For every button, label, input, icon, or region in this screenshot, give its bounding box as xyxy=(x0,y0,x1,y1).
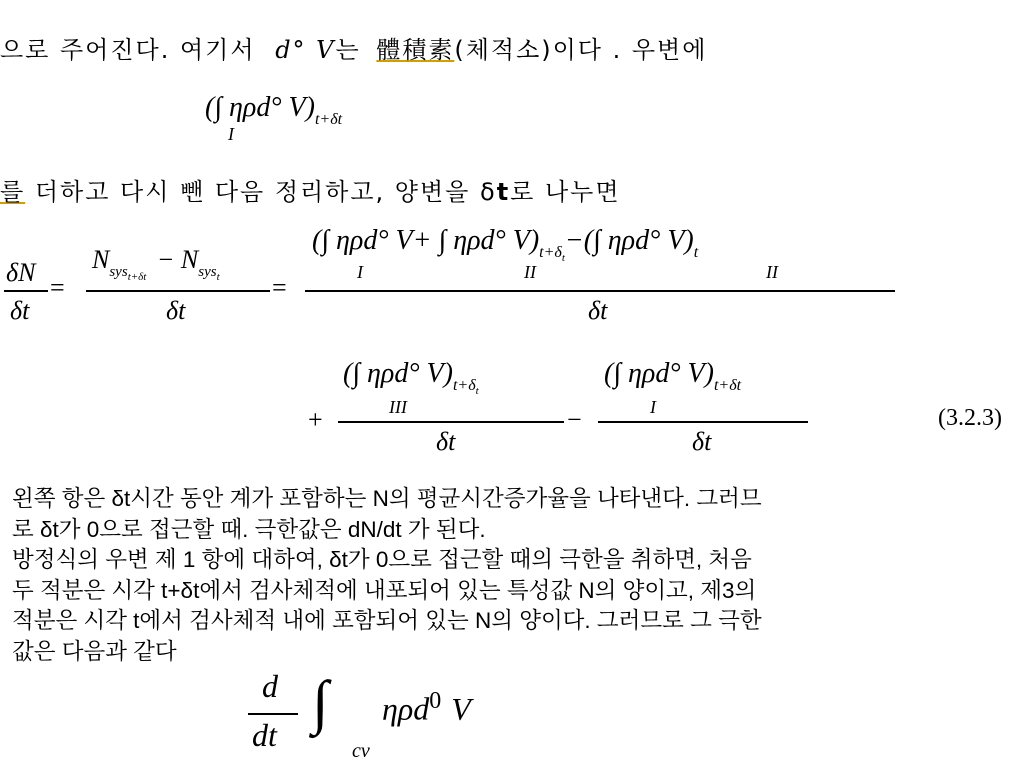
text-line-2-bold-t: t xyxy=(496,178,511,206)
paragraph-line: 적분은 시각 t에서 검사체적 내에 포함되어 있는 N의 양이다. 그러므로 그 극한 xyxy=(12,608,762,633)
text-line-2-part-b: 더하고 다시 뺀 다음 정리하고, 양변을 δ xyxy=(34,178,497,206)
term4-numerator xyxy=(604,358,741,395)
paragraph-line: 왼쪽 항은 δt시간 동안 계가 포함하는 N의 평균시간증가율을 나타낸다. 그러므 xyxy=(12,486,762,511)
mid-minus-n: − N xyxy=(156,245,199,274)
rhs-lower-II: II xyxy=(524,262,536,282)
paragraph-line: 값은 다음과 같다 xyxy=(12,638,177,664)
rhs-sub-1: t+δ xyxy=(539,244,562,261)
paragraph-line: 두 적분은 시각 t+δt에서 검사체적에 내포되어 있는 특성값 N의 양이고, 제3의 xyxy=(12,577,757,603)
mid-n: N xyxy=(92,245,110,274)
final-num: d xyxy=(262,668,278,704)
term4-fraction-bar xyxy=(598,421,808,423)
term3-fraction-bar xyxy=(338,421,564,423)
mid-numerator xyxy=(92,245,220,283)
math-dv: d° V xyxy=(275,36,336,64)
minus-sign: − xyxy=(567,405,582,434)
mid-sub-t: t+δt xyxy=(127,271,147,283)
final-integral: ∫ xyxy=(312,669,329,735)
term4-sub: t+δt xyxy=(713,377,742,394)
term4-denominator: δt xyxy=(692,427,712,456)
equals-1: = xyxy=(50,273,65,302)
rhs-sub-1-t: t xyxy=(561,252,565,264)
rhs-sub-2: t xyxy=(693,244,699,261)
term3-sub: t+δ xyxy=(452,377,476,394)
rhs-denominator: δt xyxy=(588,296,608,325)
text-line-1 xyxy=(0,30,707,65)
paragraph-line: 로 δt가 0으로 접근할 때. 극한값은 dN/dt 가 된다. xyxy=(12,516,486,542)
lhs-fraction-bar xyxy=(4,290,48,292)
final-superscript: 0 xyxy=(429,688,442,714)
equals-2: = xyxy=(272,273,287,302)
paragraph-block xyxy=(12,484,762,667)
mid-fraction-bar xyxy=(86,290,270,292)
rhs-numerator-b: −(∫ ηρd° V) xyxy=(564,225,694,256)
final-lower-limit: cv xyxy=(352,740,370,762)
rhs-fraction-bar xyxy=(305,290,895,292)
text-line-1-part-b: 는 xyxy=(335,36,361,64)
term3-numerator xyxy=(343,358,479,397)
addsub-lower-limit: I xyxy=(228,124,234,144)
text-line-2-part-c: 로 나누면 xyxy=(510,178,621,206)
final-integrand xyxy=(382,688,471,728)
rhs-numerator xyxy=(312,225,698,264)
text-line-2-part-a: 를 xyxy=(0,178,26,206)
rhs-lower-I: I xyxy=(357,262,363,282)
kanji-term: 體積素 xyxy=(376,36,455,64)
mid-sub-sys-2: sys xyxy=(198,264,217,280)
paragraph-line: 방정식의 우변 제 1 항에 대하여, δt가 0으로 접근할 때의 극한을 취하면, 처음 xyxy=(12,547,752,572)
final-den: dt xyxy=(252,717,277,753)
rhs-numerator-a: (∫ ηρd° V+ ∫ ηρd° V) xyxy=(312,225,540,256)
term3-sub-t: t xyxy=(475,385,479,397)
term3-denominator: δt xyxy=(436,427,456,456)
equation-label: (3.2.3) xyxy=(938,405,1002,431)
term3-lower-III: III xyxy=(389,397,407,417)
mid-denominator: δt xyxy=(166,296,186,325)
plus-sign: + xyxy=(308,405,323,434)
text-line-2 xyxy=(0,172,621,207)
equation-addsub xyxy=(205,92,342,129)
mid-sub-t-2: t xyxy=(216,271,220,283)
final-integrand-expr: ηρd xyxy=(382,690,430,727)
addsub-expr: (∫ ηρd° V) xyxy=(205,92,315,123)
lhs-numerator: δN xyxy=(6,258,36,287)
final-v: V xyxy=(451,690,471,727)
final-fraction-bar xyxy=(248,713,298,715)
term4-lower-I: I xyxy=(650,397,656,417)
addsub-subscript: t+δt xyxy=(314,111,343,128)
text-line-1-part-a: 으로 주어진다. 여기서 xyxy=(0,36,256,64)
term3-expr: (∫ ηρd° V) xyxy=(343,358,453,389)
lhs-denominator: δt xyxy=(10,296,30,325)
text-line-1-part-c: (체적소)이다 . 우변에 xyxy=(454,36,708,64)
rhs-lower-II-2: II xyxy=(766,262,778,282)
term4-expr: (∫ ηρd° V) xyxy=(604,358,714,389)
mid-sub-sys: sys xyxy=(109,264,128,280)
